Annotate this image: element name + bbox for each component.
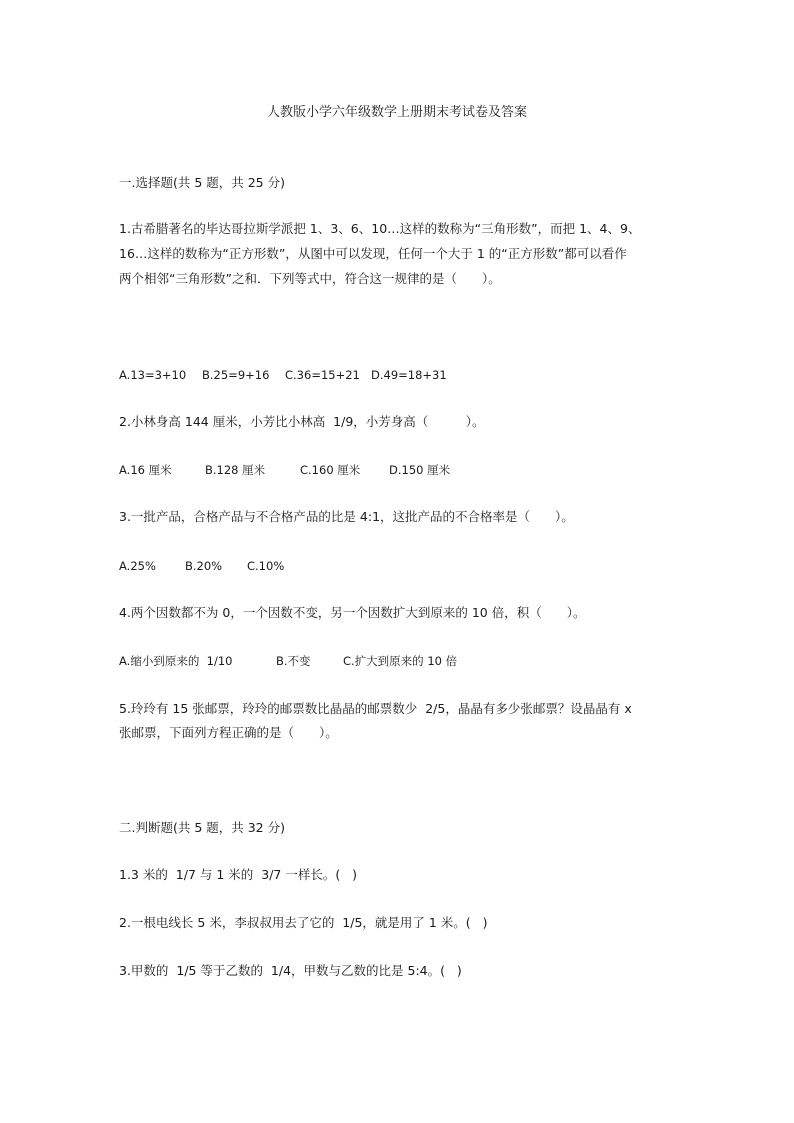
judgment-question-3: 3.甲数的 1/5 等于乙数的 1/4，甲数与乙数的比是 5:4。( ) [119, 963, 462, 978]
question-5-line-1: 5.玲玲有 15 张邮票，玲玲的邮票数比晶晶的邮票数少 2/5，晶晶有多少张邮票？设晶晶有 x [119, 701, 632, 716]
question-1-option-b: B.25=9+16 [202, 368, 270, 382]
section-heading-choice: 一.选择题(共 5 题，共 25 分) [119, 175, 285, 190]
question-3-option-a: A.25% [119, 559, 156, 573]
question-2-option-d: D.150 厘米 [389, 463, 451, 477]
question-3: 3.一批产品，合格产品与不合格产品的比是 4:1，这批产品的不合格率是（ ）。 [119, 509, 574, 524]
question-2-option-b: B.128 厘米 [205, 463, 266, 477]
question-3-option-c: C.10% [247, 559, 285, 573]
question-3-option-b: B.20% [185, 559, 223, 573]
question-4: 4.两个因数都不为 0，一个因数不变，另一个因数扩大到原来的 10 倍，积（ ）。 [119, 605, 586, 620]
question-1-option-a: A.13=3+10 [119, 368, 187, 382]
question-2-option-c: C.160 厘米 [300, 463, 361, 477]
question-2: 2.小林身高 144 厘米，小芳比小林高 1/9，小芳身高（ ）。 [119, 414, 485, 429]
question-4-option-b: B.不变 [276, 654, 311, 668]
judgment-question-2: 2.一根电线长 5 米，李叔叔用去了它的 1/5，就是用了 1 米。( ) [119, 915, 488, 930]
question-4-option-a: A.缩小到原来的 1/10 [119, 654, 233, 668]
section-heading-judgment: 二.判断题(共 5 题，共 32 分) [119, 820, 285, 835]
page-title: 人教版小学六年级数学上册期末考试卷及答案 [266, 105, 527, 120]
question-1-option-c: C.36=15+21 [285, 368, 360, 382]
judgment-question-1: 1.3 米的 1/7 与 1 米的 3/7 一样长。( ) [119, 867, 358, 882]
question-5-line-2: 张邮票，下面列方程正确的是（ ）。 [119, 725, 338, 740]
question-1-line-1: 1.古希腊著名的毕达哥拉斯学派把 1、3、6、10…这样的数称为“三角形数”，而把 1、4、9、 [119, 221, 641, 236]
question-1-line-3: 两个相邻“三角形数”之和．下列等式中，符合这一规律的是（ ）。 [119, 271, 501, 286]
question-4-option-c: C.扩大到原来的 10 倍 [343, 654, 458, 668]
question-2-option-a: A.16 厘米 [119, 463, 172, 477]
question-1-option-d: D.49=18+31 [371, 368, 447, 382]
question-1-line-2: 16…这样的数称为“正方形数”，从图中可以发现，任何一个大于 1 的“正方形数”都可以看作 [119, 246, 627, 261]
